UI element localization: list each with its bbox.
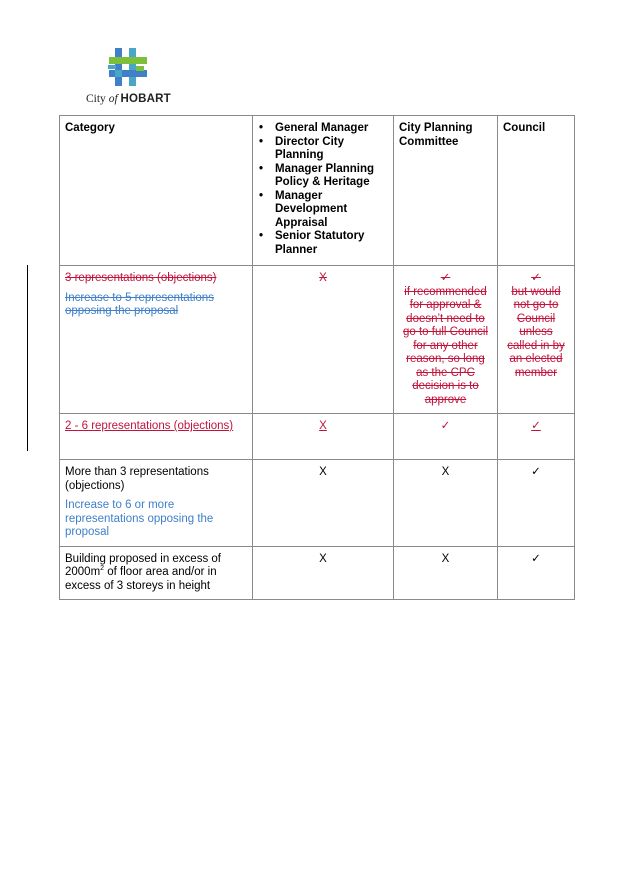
- row-category: [60, 266, 253, 414]
- officer-item: • General Manager: [275, 122, 388, 136]
- row-council-mark: ✓: [498, 546, 575, 600]
- officer-item: • Senior Statutory Planner: [275, 230, 388, 257]
- city-of-hobart-logo: [86, 46, 176, 108]
- row-council-mark: [498, 266, 575, 414]
- row-category: [60, 414, 253, 460]
- table-row: [60, 414, 575, 460]
- inserted-text: 2 - 6 representations (objections): [65, 420, 234, 432]
- row-committee-mark: X: [394, 546, 498, 600]
- row-officers-mark: [253, 266, 394, 414]
- row-committee-mark: [394, 266, 498, 414]
- row-committee-mark: X: [394, 460, 498, 547]
- inserted-blue-text: Increase to 6 or more representations opposing the proposal: [65, 499, 214, 538]
- category-text: More than 3 representations (objections): [65, 466, 209, 492]
- deleted-text: Increase to 5 representations opposing the proposal: [65, 291, 214, 317]
- officer-item: • Manager Development Appraisal: [275, 190, 388, 231]
- deleted-check-icon: ✓: [531, 272, 541, 284]
- logo-wordmark: City of HOBART: [86, 93, 171, 105]
- row-committee-mark: [394, 414, 498, 460]
- revision-change-bar: [27, 265, 28, 451]
- officers-list: [258, 122, 388, 257]
- table-row: [60, 546, 575, 600]
- inserted-check-icon: ✓: [440, 420, 451, 432]
- row-officers-mark: [253, 414, 394, 460]
- hobart-logo-mark-icon: [106, 46, 150, 88]
- inserted-x-mark: X: [319, 420, 327, 432]
- deleted-text: if recommended for approval & doesn’t need to go to full Council for any other reason, so long as the CPC decision is to approve: [402, 285, 489, 406]
- table-row: [60, 266, 575, 414]
- deleted-text: 3 representations (objections): [65, 272, 217, 284]
- row-council-mark: ✓: [498, 460, 575, 547]
- header-category: Category: [60, 116, 253, 266]
- officer-item: • Director City Planning: [275, 136, 388, 163]
- row-council-mark: [498, 414, 575, 460]
- officer-item: • Manager Planning Policy & Heritage: [275, 163, 388, 190]
- row-officers-mark: X: [253, 460, 394, 547]
- deleted-x-mark: X: [319, 272, 327, 284]
- row-category: Building proposed in excess of $2000m^2$ of floor area and/or in excess of 3 storeys in height: [60, 546, 253, 600]
- row-category: [60, 460, 253, 547]
- header-officers: [253, 116, 394, 266]
- deleted-check-icon: ✓: [440, 272, 451, 284]
- inserted-check-icon: ✓: [531, 420, 541, 432]
- row-officers-mark: X: [253, 546, 394, 600]
- header-committee: City Planning Committee: [394, 116, 498, 266]
- delegation-table: [59, 115, 575, 600]
- table-row: [60, 460, 575, 547]
- table-header-row: [60, 116, 575, 266]
- deleted-text: but would not go to Council unless called in by an elected member: [507, 285, 565, 379]
- header-council: Council: [498, 116, 575, 266]
